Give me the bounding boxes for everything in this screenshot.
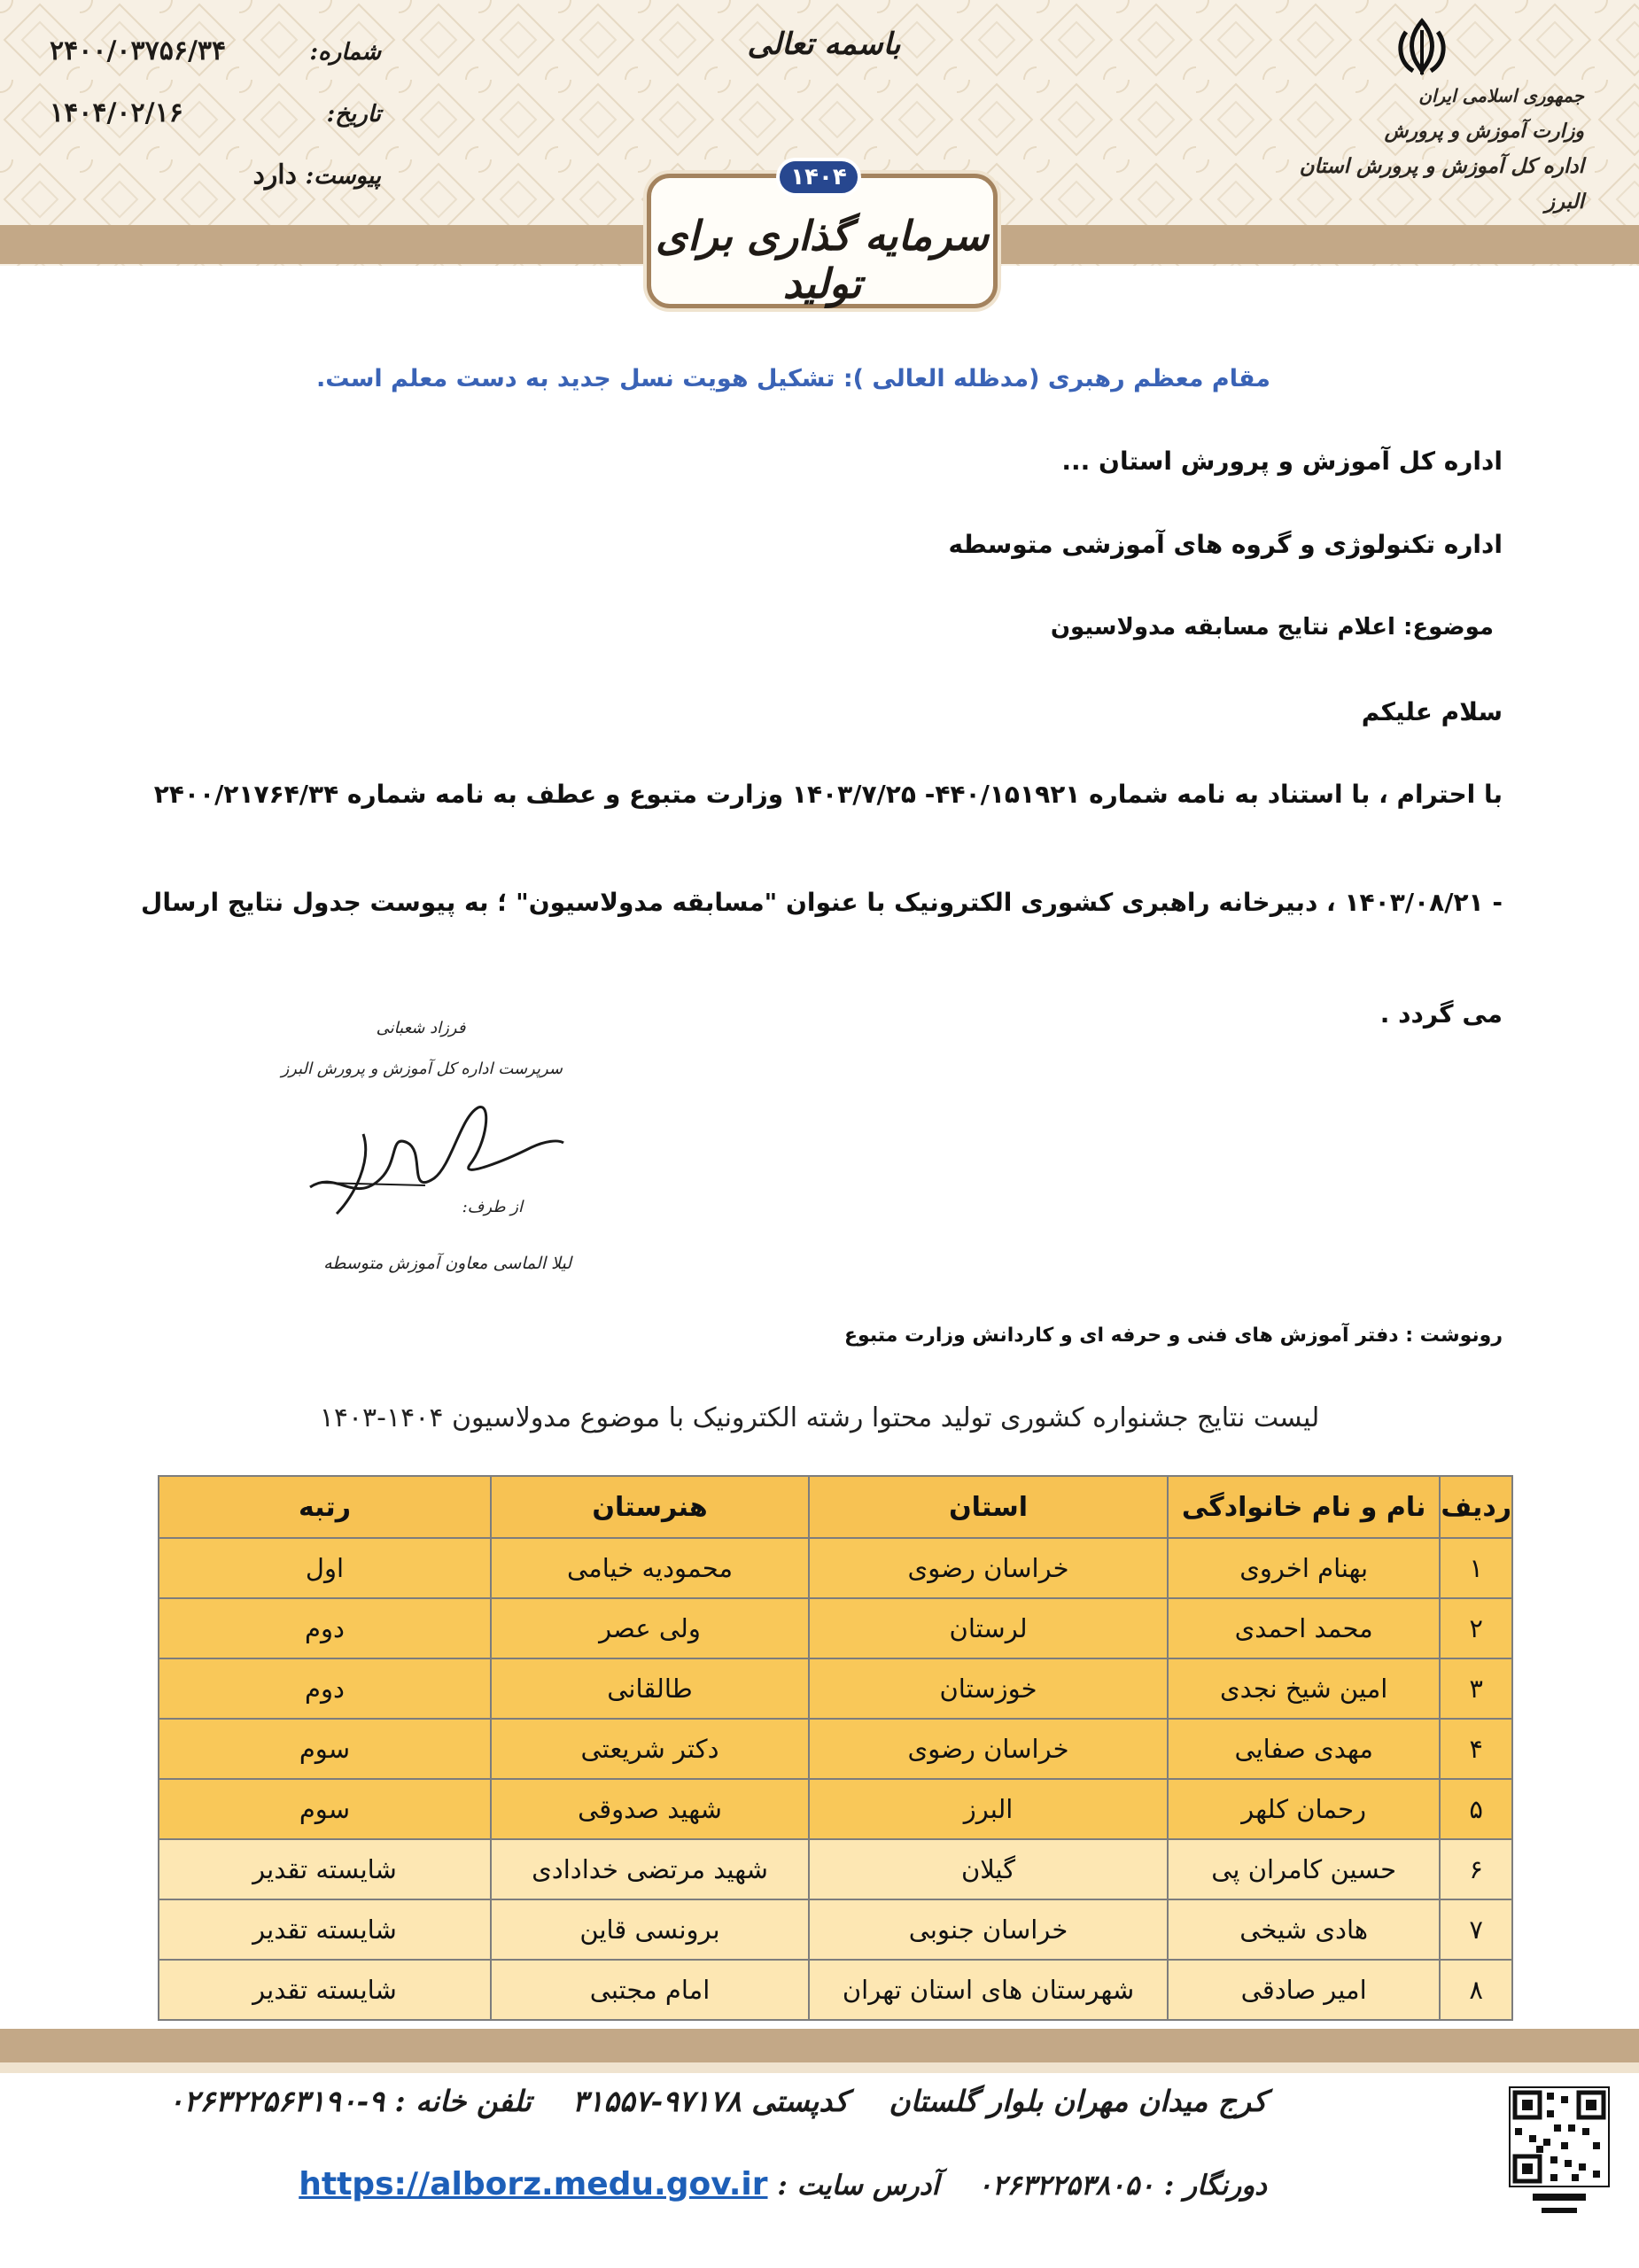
name-cell: هادی شیخی — [1168, 1899, 1440, 1960]
address-line — [115, 2084, 1267, 2118]
year-slogan: سرمایه گذاری برای تولید — [655, 212, 990, 307]
street-address: کرج میدان مهران بلوار گلستان — [889, 2084, 1267, 2118]
row-number-cell: ۸ — [1440, 1960, 1512, 2020]
handwritten-signature — [301, 1081, 567, 1231]
school-cell: برونسی قاین — [491, 1899, 809, 1960]
province-cell: لرستان — [809, 1598, 1168, 1658]
province-cell: شهرستان های استان تهران — [809, 1960, 1168, 2020]
letter-date-row — [44, 97, 381, 159]
name-cell: مهدی صفایی — [1168, 1719, 1440, 1779]
carbon-copy: رونوشت : دفتر آموزش های فنی و حرفه ای و کاردانش وزارت متبوع — [844, 1324, 1503, 1347]
row-number-cell: ۷ — [1440, 1899, 1512, 1960]
rank-cell: سوم — [159, 1719, 491, 1779]
row-number-cell: ۲ — [1440, 1598, 1512, 1658]
phone-label: تلفن خانه : — [394, 2084, 532, 2118]
fax-number: ۰۲۶۳۲۲۵۳۸۰۵۰ — [977, 2170, 1155, 2202]
qr-code-icon — [1506, 2084, 1612, 2252]
row-number-cell: ۱ — [1440, 1538, 1512, 1598]
rank-cell: شایسته تقدیر — [159, 1960, 491, 2020]
number-value: ۲۴۰۰/۰۳۷۵۶/۳۴ — [50, 35, 227, 66]
school-cell: طالقانی — [491, 1658, 809, 1719]
phone-number: ۰۲۶۳۲۲۵۶۳۱۹۰-۹ — [167, 2084, 385, 2118]
column-header-rank: رتبه — [159, 1476, 491, 1538]
row-number-cell: ۶ — [1440, 1839, 1512, 1899]
table-row — [159, 1538, 1512, 1598]
table-header-row — [159, 1476, 1512, 1538]
footer-divider-band — [0, 2029, 1639, 2062]
signer-title: سرپرست اداره کل آموزش و پرورش البرز — [281, 1060, 563, 1078]
column-header-province: استان — [809, 1476, 1168, 1538]
country-name: جمهوری اسلامی ایران — [1418, 85, 1584, 106]
rank-cell: سوم — [159, 1779, 491, 1839]
recipient-line-2: اداره تکنولوژی و گروه های آموزشی متوسطه — [948, 530, 1503, 559]
province-cell: خوزستان — [809, 1658, 1168, 1719]
date-label: تاریخ: — [326, 101, 381, 128]
body-paragraph-line-1: با احترام ، با استناد به نامه شماره ۴۴۰/۱۵۱۹۲۱- ۱۴۰۳/۷/۲۵ وزارت متبوع و عطف به نامه شماره ۲۴۰۰/۲۱۷۶۴/۳۴ — [153, 780, 1503, 809]
province-cell: گیلان — [809, 1839, 1168, 1899]
deputy-signer: لیلا الماسی معاون آموزش متوسطه — [323, 1254, 571, 1273]
school-cell: محمودیه خیامی — [491, 1538, 809, 1598]
table-row — [159, 1779, 1512, 1839]
letter-subject: موضوع: اعلام نتایج مسابقه مدولاسیون — [1050, 614, 1494, 641]
column-header-school: هنرستان — [491, 1476, 809, 1538]
table-row — [159, 1658, 1512, 1719]
province-cell: خراسان رضوی — [809, 1538, 1168, 1598]
row-number-cell: ۴ — [1440, 1719, 1512, 1779]
attachment-row — [44, 159, 381, 221]
rank-cell: اول — [159, 1538, 491, 1598]
rank-cell: دوم — [159, 1658, 491, 1719]
table-row — [159, 1839, 1512, 1899]
school-cell: دکتر شریعتی — [491, 1719, 809, 1779]
website-label: آدرس سایت : — [777, 2170, 940, 2202]
name-cell: بهنام اخروی — [1168, 1538, 1440, 1598]
ministry-heading — [1292, 78, 1584, 214]
footer-divider-light — [0, 2062, 1639, 2073]
recipient-line-1: اداره کل آموزش و پرورش استان ... — [1061, 447, 1503, 476]
attachment-label: پیوست: — [305, 163, 381, 190]
name-cell: امیر صادقی — [1168, 1960, 1440, 2020]
postal-code: ۳۱۵۵۷-۹۷۱۷۸ — [571, 2084, 742, 2118]
body-paragraph-line-3: می گردد . — [1379, 999, 1503, 1029]
table-row — [159, 1960, 1512, 2020]
number-label: شماره: — [309, 39, 381, 66]
name-cell: محمد احمدی — [1168, 1598, 1440, 1658]
province-cell: خراسان رضوی — [809, 1719, 1168, 1779]
results-table-title: لیست نتایج جشنواره کشوری تولید محتوا رشته الکترونیک با موضوع مدولاسیون ۱۴۰۴-۱۴۰۳ — [319, 1402, 1320, 1433]
rank-cell: دوم — [159, 1598, 491, 1658]
attachment-value: دارد — [252, 159, 297, 190]
body-paragraph-line-2: - ۱۴۰۳/۰۸/۲۱ ، دبیرخانه راهبری کشوری الکترونیک با عنوان "مسابقه مدولاسیون" ؛ به پیوست جدول نتایج ارسال — [141, 888, 1503, 917]
leader-quote: مقام معظم رهبری (مدظله العالی ): تشکیل هویت نسل جدید به دست معلم است. — [316, 365, 1270, 392]
name-cell: امین شیخ نجدی — [1168, 1658, 1440, 1719]
ministry-name: وزارت آموزش و پرورش — [1384, 120, 1584, 143]
website-link[interactable]: https://alborz.medu.gov.ir — [299, 2166, 768, 2202]
letter-meta — [44, 35, 381, 221]
school-cell: شهید صدوقی — [491, 1779, 809, 1839]
greeting: سلام علیکم — [1361, 697, 1503, 726]
column-header-name: نام و نام خانوادگی — [1168, 1476, 1440, 1538]
slogan-year-badge: ۱۴۰۴ — [776, 158, 861, 197]
date-value: ۱۴۰۴/۰۲/۱۶ — [50, 97, 183, 128]
name-cell: حسین کامران پی — [1168, 1839, 1440, 1899]
rank-cell: شایسته تقدیر — [159, 1899, 491, 1960]
postal-label: کدپستی — [751, 2084, 849, 2118]
school-cell: شهید مرتضی خدادادی — [491, 1839, 809, 1899]
department-name: اداره کل آموزش و پرورش استان البرز — [1299, 154, 1584, 214]
rank-cell: شایسته تقدیر — [159, 1839, 491, 1899]
table-row — [159, 1719, 1512, 1779]
province-cell: البرز — [809, 1779, 1168, 1839]
iran-emblem-icon — [1387, 12, 1457, 83]
fax-and-website-line — [115, 2166, 1267, 2202]
school-cell: امام مجتبی — [491, 1960, 809, 2020]
table-row — [159, 1899, 1512, 1960]
row-number-cell: ۵ — [1440, 1779, 1512, 1839]
invocation-text: باسمه تعالی — [747, 27, 901, 62]
on-behalf-label: از طرف: — [462, 1198, 523, 1216]
row-number-cell: ۳ — [1440, 1658, 1512, 1719]
school-cell: ولی عصر — [491, 1598, 809, 1658]
table-row — [159, 1598, 1512, 1658]
fax-label: دورنگار : — [1163, 2170, 1267, 2202]
province-cell: خراسان جنوبی — [809, 1899, 1168, 1960]
column-header-row-number: ردیف — [1440, 1476, 1512, 1538]
name-cell: رحمان کلهر — [1168, 1779, 1440, 1839]
signer-name: فرزاد شعبانی — [376, 1019, 466, 1037]
results-table — [158, 1475, 1513, 2021]
letter-number-row — [44, 35, 381, 97]
